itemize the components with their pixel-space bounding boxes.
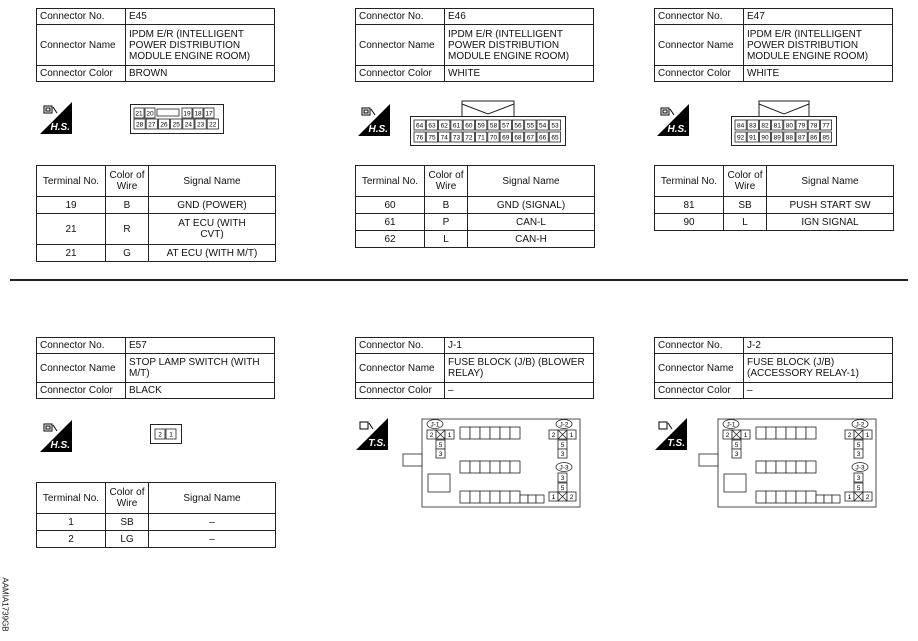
table-row [356,231,595,248]
pin-number: 19 [183,110,191,118]
connector-name-label: Connector Name [655,354,744,383]
terminal-no: 1 [37,514,106,531]
fuse-block-j2-diagram [698,418,878,510]
terminal-no: 21 [37,214,106,245]
table-row [37,531,276,548]
connector-name-value: IPDM E/R (INTELLIGENT POWER DISTRIBUTION MODULE ENGINE ROOM) [744,25,893,66]
pin-number: 5 [438,442,443,449]
relay-block [428,474,450,492]
wire-color: B [425,197,468,214]
pin-number: 62 [440,122,448,130]
fuse-slot [510,427,520,439]
fuse-slot [786,427,796,439]
pin-number: 86 [810,134,818,142]
table-row [655,214,894,231]
fuse-slot [480,427,490,439]
pin-number: 83 [749,122,757,130]
pin-number: 28 [135,121,144,129]
fuse-block-tab [699,454,718,466]
fuse-slot [786,491,796,503]
pin-number: 2 [429,432,434,439]
signal-name: – [149,531,276,548]
pin-number: 5 [560,442,565,449]
connector-info-table [355,337,594,399]
pin-number: 3 [734,451,739,458]
table-row [655,197,894,214]
connector-no-value: J-1 [445,338,594,354]
fuse-slot [806,461,816,473]
color-of-wire-header: Color of Wire [724,166,767,197]
pin-number: 82 [761,122,769,130]
connector-tag-label: J-3 [855,464,865,472]
connector-color-value: BROWN [126,66,275,82]
pin-number: 73 [452,134,461,142]
pin-number: 80 [785,122,794,130]
color-of-wire-header: Color of Wire [425,166,468,197]
pin-number: 85 [822,134,830,142]
fuse-block-j1-diagram [402,418,582,510]
table-row [37,214,276,245]
connector-info-table [355,8,594,82]
pin-number: 2 [865,494,870,501]
wire-color: L [724,214,767,231]
harness-side-icon [657,104,689,136]
fuse-slot [528,495,536,503]
connector-color-label: Connector Color [356,66,445,82]
color-of-wire-header: Color of Wire [106,166,149,197]
terminal-table [654,165,894,231]
pin-number: 2 [551,432,556,439]
terminal-side-icon [655,418,687,450]
wire-color: P [425,214,468,231]
fuse-slot [806,427,816,439]
pin-number: 3 [560,451,565,458]
connector-e57 [36,337,275,399]
terminal-no-header: Terminal No. [655,166,724,197]
signal-name-header: Signal Name [149,166,276,197]
table-row [37,514,276,531]
pin-number: 72 [465,134,473,142]
fuse-slot [510,491,520,503]
signal-name-header: Signal Name [767,166,894,197]
connector-tag-label: J-2 [855,421,865,429]
terminal-side-icon [356,418,388,450]
fuse-slot [490,491,500,503]
connector-e45-diagram [130,104,224,134]
connector-name-label: Connector Name [655,25,744,66]
connector-color-label: Connector Color [655,383,744,399]
pin-number: 60 [465,122,473,130]
fuse-slot [776,461,786,473]
connector-name-value: STOP LAMP SWITCH (WITH M/T) [126,354,275,383]
pin-number: 26 [160,121,168,129]
connector-color-value: WHITE [445,66,594,82]
wire-color: R [106,214,149,245]
pin-number: 67 [526,134,534,142]
pin-number: 58 [489,122,498,130]
connector-no-value: E57 [126,338,275,354]
connector-name-value: IPDM E/R (INTELLIGENT POWER DISTRIBUTION MODULE ENGINE ROOM) [126,25,275,66]
pin-number: 68 [514,134,522,142]
terminal-no: 90 [655,214,724,231]
pin-number: 54 [539,122,547,130]
connector-color-value: WHITE [744,66,893,82]
fuse-slot [500,427,510,439]
fuse-slot [460,427,470,439]
connector-name-value: IPDM E/R (INTELLIGENT POWER DISTRIBUTION MODULE ENGINE ROOM) [445,25,594,66]
pin-number: 89 [773,134,781,142]
connector-no-value: E45 [126,9,275,25]
pin-number: 3 [560,475,565,482]
pin-number: 1 [447,432,452,439]
wire-color: G [106,245,149,262]
table-row [37,197,276,214]
pin-number: 2 [158,431,162,439]
harness-side-icon [40,102,72,134]
pin-number: 23 [196,121,205,129]
terminal-table-e47-wrap [654,165,894,231]
signal-name-header: Signal Name [468,166,595,197]
pin-number: 3 [856,475,861,482]
connector-e46 [355,8,594,82]
fuse-slot [470,427,480,439]
connector-no-label: Connector No. [655,338,744,354]
fuse-slot [536,495,544,503]
pin-number: 61 [452,122,461,130]
fuse-slot [490,461,500,473]
pin-number: 1 [569,432,574,439]
connector-color-label: Connector Color [37,383,126,399]
connector-j1 [355,337,594,399]
terminal-table [355,165,595,248]
connector-name-label: Connector Name [37,25,126,66]
fuse-slot [776,491,786,503]
terminal-no: 60 [356,197,425,214]
pin-number: 65 [551,134,559,142]
wire-color: B [106,197,149,214]
connector-e47 [654,8,893,82]
signal-name: IGN SIGNAL [767,214,894,231]
pin-number: 69 [502,134,510,142]
connector-e45 [36,8,275,82]
connector-no-label: Connector No. [655,9,744,25]
pin-number: 84 [736,122,745,130]
connector-no-label: Connector No. [356,9,445,25]
terminal-table [36,165,276,262]
terminal-table [36,482,276,548]
pin-number: 24 [184,121,193,129]
signal-name: CAN-L [468,214,595,231]
pin-number: 70 [489,134,498,142]
fuse-block-tab [403,454,422,466]
fuse-slot [796,427,806,439]
pin-number: 20 [146,110,154,118]
wire-color: L [425,231,468,248]
connector-no-value: J-2 [744,338,893,354]
pin-number: 55 [526,122,534,130]
connector-info-table [36,337,275,399]
harness-side-icon [358,104,390,136]
pin-number: 56 [514,122,522,130]
hs-label: H.S. [50,440,70,451]
connector-color-label: Connector Color [37,66,126,82]
pin-number: 22 [209,121,217,129]
terminal-no: 81 [655,197,724,214]
connector-color-label: Connector Color [655,66,744,82]
signal-name: PUSH START SW [767,197,894,214]
pin-number: 3 [438,451,443,458]
pin-number: 5 [856,442,861,449]
connector-tag-label: J-2 [559,421,569,429]
color-of-wire-header: Color of Wire [106,483,149,514]
pin-number: 5 [856,485,861,492]
terminal-no: 2 [37,531,106,548]
key-slot [157,109,179,116]
fuse-slot [832,495,840,503]
pin-number: 2 [569,494,574,501]
connector-no-label: Connector No. [37,9,126,25]
pin-number: 21 [135,110,143,118]
pin-number: 1 [847,494,852,501]
connector-color-value: – [744,383,893,399]
fuse-slot [806,491,816,503]
pin-number: 27 [148,121,156,129]
fuse-slot [766,461,776,473]
signal-name: GND (SIGNAL) [468,197,595,214]
fuse-slot [510,461,520,473]
ts-label: T.S. [667,438,685,449]
fuse-slot [480,461,490,473]
fuse-slot [796,491,806,503]
pin-number: 1 [865,432,870,439]
connector-no-value: E46 [445,9,594,25]
pin-number: 64 [416,122,424,130]
pin-number: 5 [560,485,565,492]
pin-number: 81 [773,122,781,130]
pin-number: 77 [822,122,830,130]
pin-number: 3 [856,451,861,458]
connector-tag-label: J-1 [430,421,440,429]
table-row [37,245,276,262]
signal-name: AT ECU (WITH CVT) [149,214,276,245]
fuse-slot [756,491,766,503]
signal-name: CAN-H [468,231,595,248]
fuse-slot [824,495,832,503]
section-divider [10,279,908,281]
pin-number: 2 [847,432,852,439]
fuse-slot [766,427,776,439]
terminal-table-e57-wrap [36,482,276,548]
pin-number: 71 [477,134,485,142]
connector-no-label: Connector No. [356,338,445,354]
fuse-slot [490,427,500,439]
hs-label: H.S. [368,124,388,135]
harness-side-icon [40,420,72,452]
fuse-slot [816,495,824,503]
connector-info-table [654,8,893,82]
pin-number: 78 [810,122,818,130]
hs-label: H.S. [667,124,687,135]
pin-number: 17 [205,110,213,118]
table-row [356,214,595,231]
table-row [356,197,595,214]
connector-tag-label: J-3 [559,464,569,472]
fuse-slot [460,491,470,503]
pin-number: 79 [797,122,806,130]
connector-color-value: – [445,383,594,399]
pin-number: 88 [785,134,794,142]
wire-color: SB [724,197,767,214]
pin-number: 1 [551,494,556,501]
connector-color-value: BLACK [126,383,275,399]
connector-name-label: Connector Name [37,354,126,383]
fuse-slot [776,427,786,439]
terminal-no-header: Terminal No. [356,166,425,197]
pin-number: 57 [502,122,510,130]
ts-label: T.S. [368,438,386,449]
connector-no-label: Connector No. [37,338,126,354]
connector-name-label: Connector Name [356,25,445,66]
fuse-slot [470,491,480,503]
fuse-slot [756,461,766,473]
pin-number: 91 [749,134,757,142]
pin-number: 2 [725,432,730,439]
connector-name-label: Connector Name [356,354,445,383]
fuse-slot [470,461,480,473]
fuse-slot [766,491,776,503]
pin-number: 66 [539,134,547,142]
wire-color: LG [106,531,149,548]
connector-color-label: Connector Color [356,383,445,399]
terminal-no: 62 [356,231,425,248]
signal-name: GND (POWER) [149,197,276,214]
pin-number: 1 [743,432,748,439]
connector-info-table [36,8,275,82]
hs-label: H.S. [50,122,70,133]
connector-e46-diagram [410,100,566,146]
pin-number: 18 [194,110,202,118]
connector-e57-diagram [150,424,182,444]
pin-number: 92 [736,134,745,142]
pin-number: 1 [169,431,173,439]
connector-j2 [654,337,893,399]
fuse-slot [520,495,528,503]
connector-info-table [654,337,893,399]
connector-e47-diagram [731,100,837,146]
pin-number: 63 [428,122,436,130]
signal-name: – [149,514,276,531]
pin-number: 75 [428,134,436,142]
connector-no-value: E47 [744,9,893,25]
pin-number: 5 [734,442,739,449]
relay-block [724,474,746,492]
fuse-slot [480,491,490,503]
connector-name-value: FUSE BLOCK (J/B) (ACCESSORY RELAY-1) [744,354,893,383]
fuse-slot [756,427,766,439]
terminal-no: 21 [37,245,106,262]
signal-name-header: Signal Name [149,483,276,514]
terminal-no: 61 [356,214,425,231]
connector-tag-label: J-1 [726,421,736,429]
fuse-slot [786,461,796,473]
figure-code: AAMIA1739GB [0,577,10,632]
terminal-no-header: Terminal No. [37,166,106,197]
pin-number: 59 [477,122,485,130]
wire-color: SB [106,514,149,531]
pin-number: 74 [440,134,448,142]
terminal-no: 19 [37,197,106,214]
signal-name: AT ECU (WITH M/T) [149,245,276,262]
connector-name-value: FUSE BLOCK (J/B) (BLOWER RELAY) [445,354,594,383]
pin-number: 87 [797,134,806,142]
terminal-table-e46-wrap [355,165,595,248]
fuse-slot [500,461,510,473]
pin-number: 53 [551,122,559,130]
terminal-table-e45-wrap [36,165,276,262]
terminal-no-header: Terminal No. [37,483,106,514]
fuse-slot [796,461,806,473]
fuse-slot [500,491,510,503]
pin-number: 25 [172,121,180,129]
pin-number: 90 [761,134,769,142]
pin-number: 76 [416,134,424,142]
fuse-slot [460,461,470,473]
